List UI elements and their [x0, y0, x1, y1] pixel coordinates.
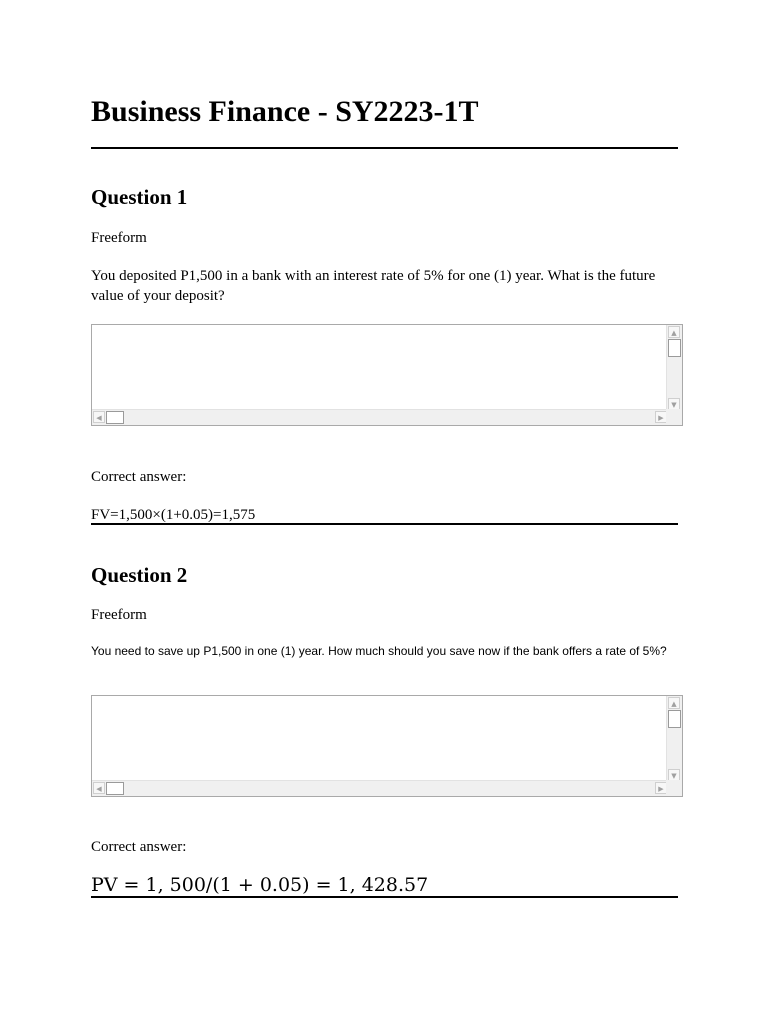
scroll-left-icon[interactable]: ◀ [93, 411, 105, 423]
question-1-answer-input[interactable] [96, 329, 662, 405]
scroll-right-icon[interactable]: ▶ [655, 782, 667, 794]
question-1-vertical-scroll-thumb[interactable] [668, 339, 681, 357]
scroll-up-icon[interactable]: ▲ [668, 326, 680, 338]
question-1-vertical-scrollbar[interactable] [666, 325, 682, 411]
question-2-answer-input[interactable] [96, 700, 662, 776]
question-1-horizontal-scroll-thumb[interactable] [106, 411, 124, 424]
question-1-horizontal-scrollbar[interactable] [92, 409, 668, 425]
scroll-right-icon[interactable]: ▶ [655, 411, 667, 423]
question-1-divider [91, 523, 678, 525]
page-title: Business Finance - SY2223-1T [91, 95, 479, 128]
question-1-heading: Question 1 [91, 185, 188, 209]
scroll-up-icon[interactable]: ▲ [668, 697, 680, 709]
question-1-text: You deposited P1,500 in a bank with an interest rate of 5% for one (1) year. What is the future value of your deposit? [91, 268, 656, 304]
question-1-type: Freeform [91, 230, 147, 246]
question-1-answer-textarea[interactable] [91, 324, 683, 426]
question-2-answer-textarea[interactable] [91, 695, 683, 797]
question-2-type: Freeform [91, 607, 147, 623]
scrollbar-corner [666, 780, 682, 796]
title-divider [91, 147, 678, 149]
question-1-correct-answer: FV=1,500×(1+0.05)=1,575 [91, 507, 256, 523]
question-2-vertical-scrollbar[interactable] [666, 696, 682, 782]
question-2-vertical-scroll-thumb[interactable] [668, 710, 681, 728]
question-2-horizontal-scrollbar[interactable] [92, 780, 668, 796]
question-2-divider [91, 896, 678, 898]
scroll-left-icon[interactable]: ◀ [93, 782, 105, 794]
question-1-correct-answer-label: Correct answer: [91, 469, 187, 485]
scroll-down-icon[interactable]: ▼ [668, 769, 680, 781]
question-2-correct-answer-label: Correct answer: [91, 839, 187, 855]
scrollbar-corner [666, 409, 682, 425]
question-2-correct-answer: PV = 1, 500/(1 + 0.05) = 1, 428.57 [91, 874, 429, 896]
question-2-horizontal-scroll-thumb[interactable] [106, 782, 124, 795]
question-2-heading: Question 2 [91, 563, 188, 587]
question-2-text: You need to save up P1,500 in one (1) year. How much should you save now if the bank offers a rate of 5%? [91, 644, 667, 658]
scroll-down-icon[interactable]: ▼ [668, 398, 680, 410]
